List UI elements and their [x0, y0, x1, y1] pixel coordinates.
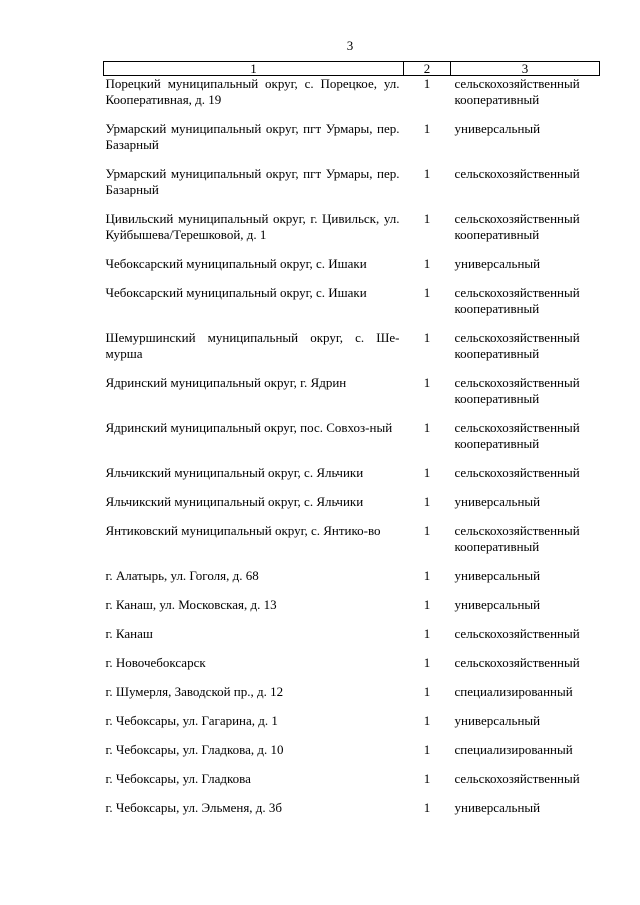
type-cell: специализированный: [454, 684, 573, 699]
table-row: [104, 626, 600, 655]
type-cell: сельскохозяйственный: [454, 626, 580, 641]
table-row: [104, 420, 600, 465]
count-cell: 1: [423, 330, 431, 345]
address-cell: Урмарский муниципальный округ, пгт Урмары, пер. Базарный: [105, 121, 400, 152]
type-cell: специализированный: [454, 742, 573, 757]
count-cell: 1: [423, 285, 431, 300]
address-cell: Цивильский муниципальный округ, г. Цивильск, ул. Куйбышева/Терешковой, д. 1: [105, 211, 400, 242]
type-cell: универсальный: [454, 713, 541, 728]
type-cell: сельскохозяйственный: [454, 655, 580, 670]
type-cell: сельскохозяйственный кооперативный: [454, 375, 580, 406]
table-row: [104, 684, 600, 713]
type-cell: сельскохозяйственный кооперативный: [454, 330, 580, 361]
type-cell: сельскохозяйственный кооперативный: [454, 76, 580, 107]
address-cell: г. Шумерля, Заводской пр., д. 12: [105, 684, 284, 699]
table-row: [104, 285, 600, 330]
table-row: [104, 256, 600, 285]
count-cell: 1: [423, 420, 431, 435]
column-header: 1: [104, 62, 404, 76]
count-cell: 1: [423, 211, 431, 226]
address-cell: г. Канаш: [105, 626, 153, 641]
count-cell: 1: [423, 256, 431, 271]
address-cell: Яльчикский муниципальный округ, с. Яльчики: [105, 465, 364, 480]
address-cell: Яльчикский муниципальный округ, с. Яльчики: [105, 494, 364, 509]
table-row: [104, 76, 600, 122]
table-row: [104, 330, 600, 375]
type-cell: универсальный: [454, 597, 541, 612]
table-row: [104, 597, 600, 626]
address-cell: Урмарский муниципальный округ, пгт Урмары, пер. Базарный: [105, 166, 400, 197]
table-row: [104, 771, 600, 800]
address-cell: Порецкий муниципальный округ, с. Порецкое, ул. Кооперативная, д. 19: [105, 76, 400, 107]
count-cell: 1: [423, 523, 431, 538]
type-cell: универсальный: [454, 494, 541, 509]
type-cell: универсальный: [454, 256, 541, 271]
address-cell: г. Новочебоксарск: [105, 655, 206, 670]
type-cell: сельскохозяйственный: [454, 166, 580, 181]
address-cell: Шемуршинский муниципальный округ, с. Ше-мурша: [105, 330, 400, 361]
column-header: 3: [451, 62, 600, 76]
type-cell: сельскохозяйственный кооперативный: [454, 285, 580, 316]
table-row: [104, 121, 600, 166]
address-cell: Ядринский муниципальный округ, г. Ядрин: [105, 375, 347, 390]
type-cell: универсальный: [454, 568, 541, 583]
table-row: [104, 800, 600, 829]
type-cell: сельскохозяйственный: [454, 465, 580, 480]
count-cell: 1: [423, 800, 431, 815]
address-cell: г. Чебоксары, ул. Эльменя, д. 3б: [105, 800, 283, 815]
count-cell: 1: [423, 76, 431, 91]
count-cell: 1: [423, 166, 431, 181]
table-row: [104, 375, 600, 420]
type-cell: сельскохозяйственный: [454, 771, 580, 786]
count-cell: 1: [423, 568, 431, 583]
count-cell: 1: [423, 684, 431, 699]
type-cell: сельскохозяйственный кооперативный: [454, 420, 580, 451]
count-cell: 1: [423, 494, 431, 509]
count-cell: 1: [423, 742, 431, 757]
type-cell: универсальный: [454, 121, 541, 136]
table-row: [104, 523, 600, 568]
address-cell: г. Алатырь, ул. Гоголя, д. 68: [105, 568, 259, 583]
table-row: [104, 494, 600, 523]
address-cell: г. Чебоксары, ул. Гагарина, д. 1: [105, 713, 278, 728]
address-cell: г. Чебоксары, ул. Гладкова, д. 10: [105, 742, 284, 757]
table-row: [104, 465, 600, 494]
table-row: [104, 713, 600, 742]
type-cell: сельскохозяйственный кооперативный: [454, 211, 580, 242]
address-cell: г. Чебоксары, ул. Гладкова: [105, 771, 251, 786]
address-cell: г. Канаш, ул. Московская, д. 13: [105, 597, 277, 612]
table-row: [104, 742, 600, 771]
count-cell: 1: [423, 713, 431, 728]
table-row: [104, 211, 600, 256]
count-cell: 1: [423, 626, 431, 641]
count-cell: 1: [423, 375, 431, 390]
page-number: 3: [346, 38, 354, 53]
address-cell: Янтиковский муниципальный округ, с. Янтико-во: [105, 523, 381, 538]
address-cell: Чебоксарский муниципальный округ, с. Ишаки: [105, 256, 367, 271]
count-cell: 1: [423, 465, 431, 480]
address-cell: Чебоксарский муниципальный округ, с. Ишаки: [105, 285, 367, 300]
count-cell: 1: [423, 771, 431, 786]
table-row: [104, 568, 600, 597]
type-cell: сельскохозяйственный кооперативный: [454, 523, 580, 554]
count-cell: 1: [423, 597, 431, 612]
address-cell: Ядринский муниципальный округ, пос. Совхоз-ный: [105, 420, 393, 435]
table-row: [104, 655, 600, 684]
count-cell: 1: [423, 655, 431, 670]
table-row: [104, 166, 600, 211]
column-header: 2: [404, 62, 451, 76]
table-header-row: [104, 62, 600, 76]
type-cell: универсальный: [454, 800, 541, 815]
markets-table: [103, 61, 600, 829]
count-cell: 1: [423, 121, 431, 136]
